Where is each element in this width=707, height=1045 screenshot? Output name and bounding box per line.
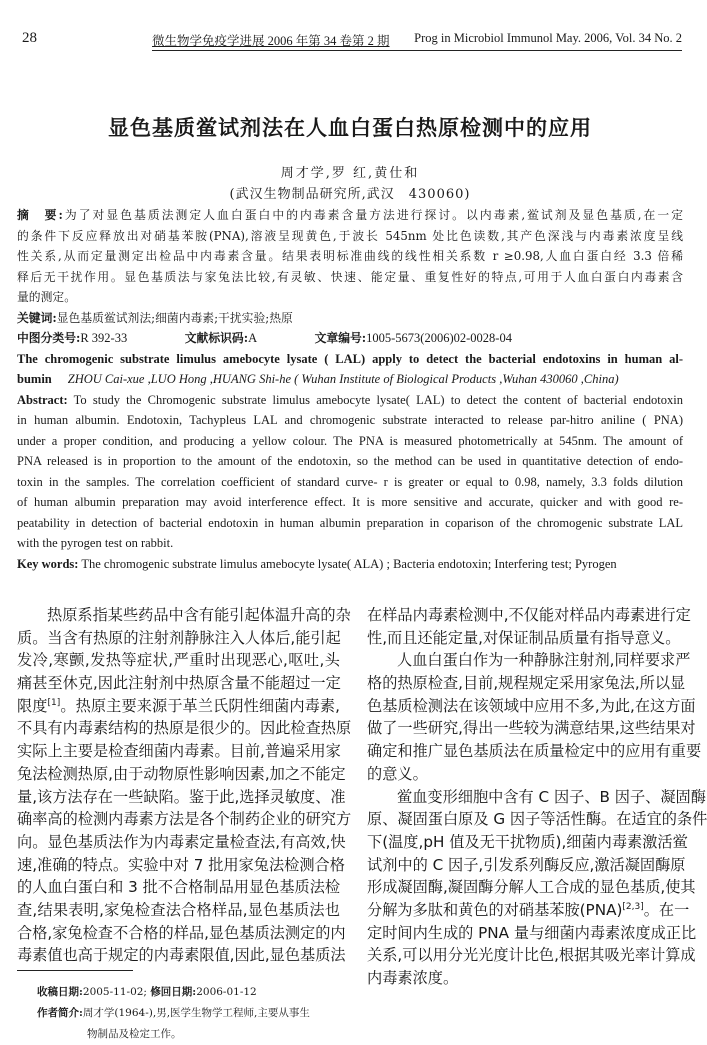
line-text: 形成凝固酶,凝固酶分解人工合成的显色基质,使其 bbox=[367, 878, 696, 897]
abstract-cn-line bbox=[17, 287, 683, 308]
abstract-en-line bbox=[17, 492, 683, 513]
paragraph bbox=[17, 604, 352, 967]
revised-date: 2006-01-12 bbox=[196, 986, 257, 998]
article-no-value: 1005-5673(2006)02-0028-04 bbox=[366, 331, 512, 345]
english-title-line1: The chromogenic substrate limulus amebocyte lysate ( LAL) apply to detect the bacterial endotoxins in human al- bbox=[17, 351, 683, 366]
body-line bbox=[17, 649, 340, 672]
body-line bbox=[367, 922, 697, 945]
abstract-en bbox=[17, 390, 683, 554]
citation-ref: [2,3] bbox=[622, 901, 644, 912]
abstract-en-text: with the pyrogen test on rabbit. bbox=[17, 536, 174, 550]
line-text: 原、凝固蛋白原及 G 因子等活性酶。在适宜的条件 bbox=[367, 810, 707, 829]
keywords-en-label: Key words: bbox=[17, 556, 79, 571]
line-text: 发冷,寒颤,发热等症状,严重时出现恶心,呕吐,头 bbox=[17, 651, 340, 670]
received-dates bbox=[37, 982, 310, 1003]
body-line bbox=[367, 831, 688, 854]
body-line bbox=[367, 717, 696, 740]
line-text: 实际上主要是检查细菌内毒素。目前,普遍采用家 bbox=[17, 742, 341, 761]
abstract-cn-line bbox=[17, 246, 683, 267]
revised-label: 修回日期: bbox=[150, 986, 197, 998]
body-line bbox=[17, 627, 340, 650]
body-line bbox=[17, 944, 346, 967]
body-line bbox=[367, 695, 696, 718]
keywords-cn bbox=[17, 308, 683, 329]
journal-title-cn: 微生物学免疫学进展 2006 年第 34 卷第 2 期 bbox=[152, 34, 390, 48]
body-line bbox=[367, 763, 683, 786]
body-line bbox=[17, 672, 340, 695]
line-text: 分解为多肽和黄色的对硝基苯胺(PNA) bbox=[367, 900, 623, 919]
line-text: 热原系指某些药品中含有能引起体温升高的杂 bbox=[47, 606, 351, 624]
body-line bbox=[17, 717, 352, 740]
article-no-label: 文章编号: bbox=[314, 331, 367, 345]
body-column-left bbox=[17, 604, 352, 967]
abstract-cn-line bbox=[17, 205, 683, 226]
line-text: 做了一些研究,得出一些较为满意结果,这些结果对 bbox=[367, 719, 696, 738]
body-column-right bbox=[367, 604, 707, 990]
author-bio-line2: 物制品及检定工作。 bbox=[87, 1028, 182, 1040]
line-text: 试剂中的 C 因子,引发系列酶反应,激活凝固酶原 bbox=[367, 855, 686, 874]
abstract-en-line bbox=[17, 533, 683, 554]
abstract-cn bbox=[17, 205, 683, 308]
paragraph bbox=[367, 604, 691, 649]
class-value: R 392-33 bbox=[80, 331, 128, 345]
body-line bbox=[367, 808, 707, 831]
line-text: 毒素值也高于规定的内毒素限值,因此,显色基质法 bbox=[17, 946, 346, 965]
line-text: 速,准确的特点。实验中对 7 批用家兔法检测合格 bbox=[17, 855, 345, 874]
english-authors: ZHOU Cai-xue ,LUO Hong ,HUANG Shi-he ( Wuhan Institute of Biological Products ,Wuhan 430060 ,China) bbox=[67, 372, 619, 386]
abstract-en-text: PNA released is in proportion to the amount of the endotoxin, so the method can be used in quantitative detection of endo- bbox=[17, 454, 683, 468]
classification-line bbox=[17, 328, 683, 349]
body-line bbox=[17, 763, 346, 786]
doc-code-value: A bbox=[248, 331, 258, 345]
line-text: 痛甚至休克,因此注射剂中热原含量不能超过一定 bbox=[17, 674, 341, 693]
abstract-cn-text: 的条件下反应释放出对硝基苯胺(PNA),溶液呈现黄色,于波长 545nm 处比色读数,其产色深浅与内毒素浓度呈线 bbox=[17, 228, 683, 243]
abstract-label: 摘 要: bbox=[17, 208, 63, 222]
body-line bbox=[367, 604, 691, 627]
body-line bbox=[367, 786, 706, 809]
body-line bbox=[17, 740, 340, 763]
body-line bbox=[17, 604, 351, 627]
abstract-section bbox=[17, 205, 683, 574]
author-bio-line1: 周才学(1964-),男,医学生物学工程师,主要从事生 bbox=[82, 1007, 310, 1019]
doc-code-label: 文献标识码: bbox=[184, 331, 249, 345]
abstract-cn-text: 释后无干扰作用。显色基质法与家兔法比较,有灵敏、快速、能定量、重复性好的特点,可用于人血白蛋白内毒素含 bbox=[17, 269, 683, 284]
abstract-en-text: peatability in detection of bacterial endotoxin in human albumin preparation in coparison of the chromogenic substrate LAL bbox=[17, 515, 683, 530]
abstract-cn-line bbox=[17, 267, 683, 288]
line-text-rest: 。在一 bbox=[643, 900, 690, 919]
body-line bbox=[367, 649, 691, 672]
line-text: 的人血白蛋白和 3 批不合格制品用显色基质法检 bbox=[17, 878, 341, 897]
line-text: 确定和推广显色基质法在质量检定中的应用有重要 bbox=[367, 742, 702, 761]
author-bio-label: 作者简介: bbox=[37, 1007, 83, 1019]
line-text: 关系,可以用分光光度计比色,根据其吸光率计算成 bbox=[367, 946, 696, 965]
line-text: 内毒素浓度。 bbox=[367, 969, 459, 987]
line-text-rest: 。热原主要来源于革兰氏阴性细菌内毒素, bbox=[60, 696, 341, 715]
line-text: 格的热原检查,目前,规程规定采用家兔法,所以显 bbox=[367, 674, 686, 693]
abstract-en-line bbox=[17, 472, 683, 493]
keywords-en-text: The chromogenic substrate limulus amebocyte lysate( ALA) ; Bacteria endotoxin; Interfering test; Pyrogen bbox=[78, 556, 617, 571]
journal-title-en: Prog in Microbiol Immunol May. 2006, Vol. 34 No. 2 bbox=[414, 31, 682, 45]
line-text: 在样品内毒素检测中,不仅能对样品内毒素进行定 bbox=[367, 606, 691, 624]
citation-ref: [1] bbox=[47, 697, 61, 708]
body-line bbox=[17, 786, 346, 809]
body-line bbox=[367, 672, 686, 695]
paragraph bbox=[367, 649, 702, 785]
abstract-en-text: under a proper condition, and producing a yellow colour. The PNA is measured photometrically at 545nm. The amount of bbox=[17, 433, 683, 448]
line-text: 质。当含有热原的注射剂静脉注入人体后,能引起 bbox=[17, 628, 341, 647]
line-text: 确率高的检测内毒素方法是各个制药企业的研究方 bbox=[17, 810, 352, 829]
body-line bbox=[367, 944, 696, 967]
body-line bbox=[17, 854, 345, 877]
body-line bbox=[17, 831, 346, 854]
line-text: 的意义。 bbox=[367, 764, 428, 783]
line-text: 人血白蛋白作为一种静脉注射剂,同样要求严 bbox=[397, 651, 691, 670]
english-title-line2 bbox=[17, 369, 683, 390]
line-text: 量,该方法存在一些缺陷。鉴于此,选择灵敏度、准 bbox=[17, 787, 346, 806]
abstract-en-text: of human albumin preparation may avoid interference effect. It is more sensitive and accurate, quicker and with good re- bbox=[17, 495, 683, 509]
paragraph bbox=[367, 786, 707, 990]
abstract-cn-text: 为了对显色基质法测定人血白蛋白中的内毒素含量方法进行探讨。以内毒素,鲎试剂及显色基质,在一定 bbox=[62, 208, 683, 222]
author-bio bbox=[37, 1003, 310, 1024]
footnotes bbox=[37, 982, 310, 1045]
received-label: 收稿日期: bbox=[37, 986, 83, 998]
line-text: 鲎血变形细胞中含有 C 因子、B 因子、凝固酶 bbox=[397, 787, 706, 806]
body-line bbox=[367, 876, 696, 899]
abstract-en-text: To study the Chromogenic substrate limulus amebocyte lysate( LAL) to detect the content of bacterial endotoxin bbox=[67, 392, 683, 407]
line-text: 兔法检测热原,由于动物原性影响因素,加之不能定 bbox=[17, 764, 346, 783]
line-text: 定时间内生成的 PNA 量与细菌内毒素浓度成正比 bbox=[367, 923, 697, 942]
abstract-cn-line bbox=[17, 226, 683, 247]
body-line bbox=[17, 899, 340, 922]
line-text: 向。显色基质法作为内毒素定量检查法,有高效,快 bbox=[17, 832, 346, 851]
line-text: 下(温度,pH 值及无干扰物质),细菌内毒素激活鲎 bbox=[367, 832, 688, 851]
abstract-cn-text: 性关系,从而定量测定出检品中内毒素含量。结果表明标准曲线的线性相关系数 r ≥0.98,人血白蛋白经 3.3 倍稀 bbox=[17, 249, 683, 263]
body-line bbox=[367, 740, 702, 763]
line-text: 限度 bbox=[17, 696, 48, 715]
abstract-en-label: Abstract: bbox=[17, 392, 68, 407]
class-label: 中图分类号: bbox=[17, 331, 81, 345]
body-line bbox=[367, 627, 683, 650]
line-text: 色基质检测法在该领域中应用不多,为此,在这方面 bbox=[367, 696, 696, 715]
body-line bbox=[17, 922, 346, 945]
keywords-en bbox=[17, 554, 683, 575]
abstract-en-text: in human albumin. Endotoxin, Tachypleus LAL and chromogenic substrate interacted to release par-hitro aniline ( PNA) bbox=[17, 413, 683, 427]
body-line bbox=[17, 695, 340, 718]
paper-title: 显色基质鲎试剂法在人血白蛋白热原检测中的应用 bbox=[108, 116, 592, 140]
abstract-cn-text: 量的测定。 bbox=[17, 290, 76, 304]
received-date: 2005-11-02; bbox=[82, 986, 147, 998]
body-line bbox=[17, 876, 340, 899]
body-line bbox=[17, 808, 352, 831]
affiliation: (武汉生物制品研究所,武汉 430060) bbox=[229, 187, 471, 202]
abstract-en-line bbox=[17, 513, 683, 534]
keywords-text: 显色基质鲎试剂法;细菌内毒素;干扰实验;热原 bbox=[56, 310, 293, 325]
authors: 周才学,罗 红,黄仕和 bbox=[280, 166, 420, 181]
line-text: 不具有内毒素结构的热原是很少的。因此检查热原 bbox=[17, 719, 352, 738]
body-line bbox=[367, 899, 690, 922]
running-header bbox=[152, 31, 682, 51]
line-text: 合格,家兔检查不合格的样品,显色基质法测定的内 bbox=[17, 923, 346, 942]
abstract-en-line bbox=[17, 410, 683, 431]
footnote-rule bbox=[17, 970, 133, 971]
line-text: 查,结果表明,家兔检查法合格样品,显色基质法也 bbox=[17, 900, 340, 919]
abstract-en-line bbox=[17, 390, 683, 411]
body-line bbox=[367, 854, 686, 877]
keywords-label: 关键词: bbox=[17, 310, 57, 325]
abstract-en-line bbox=[17, 431, 683, 452]
line-text: 性,而且还能定量,对保证制品质量有指导意义。 bbox=[367, 628, 681, 647]
abstract-en-text: toxin in the samples. The correlation coefficient of standard curve- r is greater or equal to 0.98, namely, 3.3 folds dilution bbox=[17, 474, 683, 489]
abstract-en-line bbox=[17, 451, 683, 472]
page-number: 28 bbox=[22, 30, 37, 46]
english-title-end: bumin bbox=[17, 372, 52, 386]
body-line bbox=[367, 967, 683, 990]
